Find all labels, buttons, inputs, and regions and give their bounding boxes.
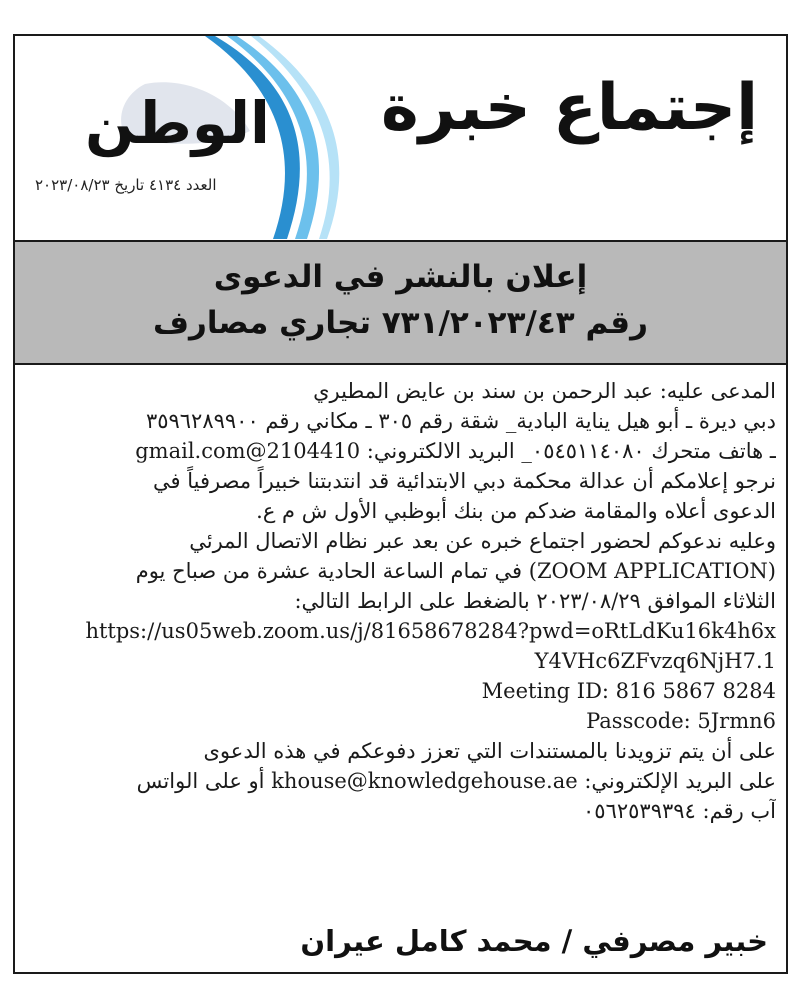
case-banner <box>15 240 786 365</box>
body-line: (ZOOM APPLICATION) في تمام الساعة الحادية عشرة من صباح يوم <box>135 559 776 583</box>
body-line: نرجو إعلامكم أن عدالة محكمة دبي الابتدائية قد انتدبتنا خبيراً مصرفياً في <box>153 469 776 493</box>
whatsapp-number-line: آب رقم: ٠٥٦٢٥٣٩٣٩٤ <box>583 799 776 823</box>
zoom-link[interactable]: https://us05web.zoom.us/j/81658678284?pwd=oRtLdKu16k4h6x <box>85 619 776 643</box>
body-line: ـ هاتف متحرك ٠٥٤٥١١٤٠٨٠_ البريد الالكتروني: gmail.com@2104410 <box>135 439 776 463</box>
newspaper-logo-text: الوطن <box>85 89 270 157</box>
body-line: وعليه ندعوكم لحضور اجتماع خبره عن بعد عبر نظام الاتصال المرئي <box>189 529 776 553</box>
contact-email-line: على البريد الإلكتروني: khouse@knowledgehouse.ae أو على الواتس <box>136 769 776 793</box>
body-line: المدعى عليه: عبد الرحمن بن سند بن عايض المطيري <box>313 379 776 403</box>
announcement-body <box>15 376 786 826</box>
issue-date-line: العدد ٤١٣٤ تاريخ ٢٠٢٣/٠٨/٢٣ <box>35 176 217 194</box>
announcement-frame <box>13 34 788 974</box>
case-number: رقم ٧٣١/٢٠٢٣/٤٣ تجاري مصارف <box>153 305 648 341</box>
header <box>15 36 786 239</box>
body-line: الدعوى أعلاه والمقامة ضدكم من بنك أبوظبي الأول ش م ع. <box>256 499 776 523</box>
expert-signature: خبير مصرفي / محمد كامل عيران <box>300 924 768 958</box>
body-line: دبي ديرة ـ أبو هيل يناية البادية_ شقة رقم ٣٠٥ ـ مكاني رقم ٣٥٩٦٢٨٩٩٠٠ <box>145 409 776 433</box>
zoom-link-continued[interactable]: Y4VHc6ZFvzq6NjH7.1 <box>534 649 776 673</box>
page-title: إجتماع خبرة <box>381 71 758 145</box>
body-line: الثلاثاء الموافق ٢٠٢٣/٠٨/٢٩ بالضغط على الرابط التالي: <box>294 589 776 613</box>
body-line: على أن يتم تزويدنا بالمستندات التي تعزز دفوعكم في هذه الدعوى <box>203 739 776 763</box>
meeting-id: Meeting ID: 816 5867 8284 <box>481 679 776 703</box>
passcode: Passcode: 5Jrmn6 <box>586 709 776 733</box>
banner-heading: إعلان بالنشر في الدعوى <box>213 259 588 295</box>
